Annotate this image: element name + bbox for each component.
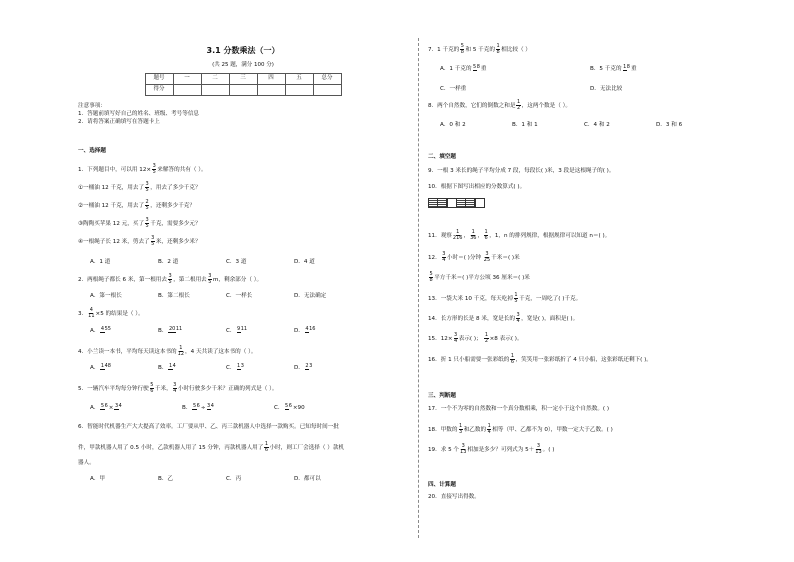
question-16: 16．折 1 只小船需要一张彩纸的 $\frac{1}{6}$ ，笑笑用一张彩纸折了 4 只小船，这张彩纸还剩下( )。 — [428, 353, 652, 365]
option-b[interactable]: B．5 千克的 18重 — [590, 64, 637, 72]
option-a[interactable]: A． 455 — [90, 326, 111, 334]
option-b[interactable]: B． 2011 — [158, 326, 183, 334]
option-a[interactable]: A．1 道 — [90, 259, 111, 265]
score-label-cell: 得分 — [145, 84, 173, 95]
question-2: 2．两根绳子都长 6 米，第一根用去 $\frac{3}{5}$ ，第二根用去 $\frac{3}{5}$ m，剩余部分（ ）。 — [78, 273, 263, 285]
score-input-cell[interactable] — [285, 84, 313, 95]
notes-title: 注意事项： — [78, 103, 106, 109]
question-8: 8．两个自然数，它们的倒数之和是 $\frac{1}{2}$ ，这两个数是（ ）。 — [428, 99, 571, 111]
question-11: 11．观察 $\frac{1}{216}$ ， $\frac{1}{36}$ ， $\frac{1}{6}$ ，1，n 的排列规律，根据规律可以知道 n＝( )。 — [428, 229, 611, 241]
question-18: 18．甲数的 $\frac{1}{3}$ 和乙数的 $\frac{1}{4}$ 相等（甲、乙都不为 0），甲数一定大于乙数。( ) — [428, 423, 613, 435]
q2-options — [90, 293, 362, 300]
option-d[interactable]: D．4 道 — [294, 259, 315, 265]
q5-options — [90, 404, 366, 411]
question-6-line-2: 件，甲款机器人用了 0.5 小时，乙款机器人用了 15 分钟，丙款机器人用了 $\frac{1}{6}$ 小时，则工厂会选择（ ）款机 — [78, 441, 345, 453]
question-13: 13．一袋大米 10 千克，每天吃掉 $\frac{1}{5}$ 千克，一周吃了( )千克。 — [428, 292, 582, 304]
page-title: 3.1 分数乘法（一） — [206, 46, 280, 55]
column-divider — [418, 38, 419, 538]
option-d[interactable]: D． 23 — [294, 363, 313, 371]
option-d[interactable]: D． 416 — [294, 326, 316, 334]
option-b[interactable]: B． 56÷ 34 — [182, 403, 214, 411]
question-12-part-2: $\frac{5}{8}$ 平方千米＝( )平方公顷 36 厘米＝( )米 — [429, 271, 530, 283]
note-1: 1．答题前填写好自己的姓名、班级、考号等信息 — [78, 111, 200, 117]
option-b[interactable]: B．1 和 1 — [512, 122, 538, 128]
score-cell: 一 — [173, 73, 201, 84]
option-a[interactable]: A．0 和 2 — [440, 122, 466, 128]
score-input-cell[interactable] — [229, 84, 257, 95]
option-c[interactable]: C． 13 — [226, 363, 244, 371]
option-b[interactable]: B．第二根长 — [158, 293, 190, 299]
option-b[interactable]: B． 14 — [158, 363, 176, 371]
question-6-line-1: 6．智能时代机器生产大大提高了效率。工厂要从甲、乙、丙三款机器人中选择一款购买。已知每时间一批 — [78, 424, 339, 430]
question-6-line-3: 器人。 — [78, 460, 95, 466]
score-cell: 四 — [257, 73, 285, 84]
q1-item-2: ②一桶油 12 千克，用去了 $\frac{2}{5}$ ，还剩多少千克？ — [78, 199, 195, 211]
question-1: 1．下列题目中，可以用 12× $\frac{3}{5}$ 来解答的共有（ ）。 — [78, 163, 207, 175]
section-1-title: 一、选择题 — [78, 148, 106, 154]
score-input-cell[interactable] — [201, 84, 229, 95]
option-c[interactable]: C．丙 — [226, 476, 242, 482]
question-7: 7．1 千克的 $\frac{5}{8}$ 和 5 千克的 $\frac{1}{8}$ 相比较（ ） — [428, 43, 531, 55]
q7-options-row-1 — [440, 65, 637, 72]
option-c[interactable]: C． 911 — [226, 326, 248, 334]
option-a[interactable]: A．第一根长 — [90, 293, 122, 299]
option-c[interactable]: C． 56×90 — [274, 403, 305, 411]
question-9: 9．一根 3 米长的绳子平均分成 7 段，每段长( )米，3 段是这根绳子的( )。 — [428, 168, 615, 174]
fraction: $\frac{3}{5}$ — [152, 163, 156, 175]
option-c[interactable]: C．4 和 2 — [584, 122, 610, 128]
page-subtitle: (共 25 题，满分 100 分) — [212, 62, 274, 68]
q4-options — [90, 364, 362, 371]
option-c[interactable]: C．一样重 — [440, 86, 467, 92]
q8-options — [440, 122, 728, 129]
section-2-title: 二、填空题 — [428, 154, 456, 160]
note-2: 2．请将答案正确填写在答题卡上 — [78, 119, 160, 125]
score-cell: 总分 — [313, 73, 341, 84]
q1-item-1: ①一桶油 12 千克，用去了 $\frac{3}{5}$ ，用去了多少千克？ — [78, 181, 201, 193]
left-column — [78, 38, 408, 96]
question-14: 14．长方形的长是 8 米，宽是长的 $\frac{3}{4}$ ，宽是( )，面积是( )。 — [428, 312, 579, 324]
option-b[interactable]: B．2 道 — [158, 259, 179, 265]
section-3-title: 三、判断题 — [428, 393, 456, 399]
question-20: 20．直接写出得数。 — [428, 494, 480, 500]
option-a[interactable]: A．1 千克的 58重 — [440, 64, 487, 72]
section-4-title: 四、计算题 — [428, 482, 456, 488]
score-cell: 二 — [201, 73, 229, 84]
score-cell: 题号 — [145, 73, 173, 84]
score-header-row — [145, 73, 341, 84]
q6-options — [90, 476, 362, 483]
question-4: 4．小兰读一本书，平均每天读这本书的 $\frac{1}{12}$ ，4 天共读了这本书的（ ）。 — [78, 345, 257, 357]
score-input-cell[interactable] — [313, 84, 341, 95]
q7-options-row-2 — [440, 86, 622, 93]
question-15: 15．12× $\frac{3}{4}$ 表示( )； $\frac{1}{2}$ ×8 表示( )。 — [428, 332, 523, 344]
option-c[interactable]: C．一样长 — [226, 293, 253, 299]
score-input-cell[interactable] — [173, 84, 201, 95]
option-a[interactable]: A． 148 — [90, 363, 111, 371]
option-c[interactable]: C．3 道 — [226, 259, 247, 265]
question-17: 17．一个不为零的自然数和一个真分数相乘，积一定小于这个自然数。( ) — [428, 406, 610, 412]
figure-cell — [475, 198, 485, 208]
q1-item-4: ④一根绳子长 12 米，剪去了 $\frac{3}{5}$ 米，还剩多少米？ — [78, 235, 201, 247]
option-d[interactable]: D．无法确定 — [294, 293, 327, 299]
question-19: 19．求 5 个 $\frac{3}{13}$ 相加是多少？可列式为 5＋ $\frac{3}{13}$ 。( ) — [428, 443, 555, 455]
score-input-cell[interactable] — [257, 84, 285, 95]
option-b[interactable]: B．乙 — [158, 476, 174, 482]
score-value-row — [145, 84, 341, 95]
fraction-figure — [428, 198, 484, 208]
score-cell: 三 — [229, 73, 257, 84]
question-3: 3． $\frac{4}{11}$ ×5 的结果是（ ）。 — [78, 307, 144, 319]
score-table — [145, 73, 342, 96]
score-cell: 五 — [285, 73, 313, 84]
option-a[interactable]: A． 56× 34 — [90, 403, 122, 411]
option-d[interactable]: D．无法比较 — [590, 86, 623, 92]
q1-item-3: ③陶陶买苹果 12 元，买了 $\frac{3}{5}$ 千克，需要多少元？ — [78, 217, 201, 229]
question-10: 10．根据下图写出相应的分数算式( )。 — [428, 184, 526, 190]
question-12: 12． $\frac{3}{4}$ 小时＝( )分钟 $\frac{3}{25}$ 千米＝( )米 — [428, 251, 520, 263]
option-a[interactable]: A．甲 — [90, 476, 106, 482]
q3-options — [90, 327, 362, 334]
question-5: 5．一辆汽车平均每分钟行驶 $\frac{5}{6}$ 千米， $\frac{3}{4}$ 小时行驶多少千米？正确的列式是（ ）。 — [78, 382, 278, 394]
option-d[interactable]: D．3 和 6 — [656, 122, 683, 128]
q1-options — [90, 259, 362, 266]
option-d[interactable]: D．都可以 — [294, 476, 321, 482]
